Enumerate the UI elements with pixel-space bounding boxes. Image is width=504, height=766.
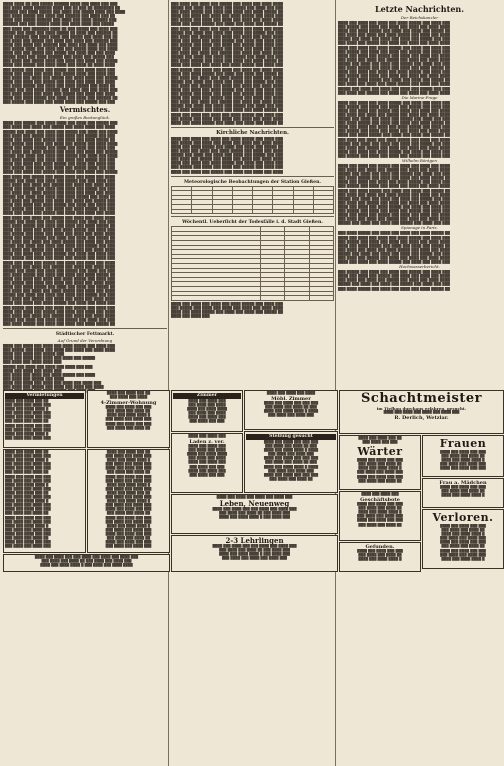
market-headline: Städtischer Fettmarkt. bbox=[55, 332, 115, 338]
ad-gefunden-title: Gefunden. bbox=[365, 544, 395, 550]
ad-wohnung-title: 4-Zimmer-Wohnung bbox=[100, 400, 157, 407]
left-subhead: Ein großes Bootunglück. bbox=[59, 115, 111, 121]
ad-frauen-text: ████ ███ ████ ███ ███ ███ ████ ███ ████ ██ ████ ███ ████ ████ █ ███ ████ ███ ████ ███ ████ ███ ████ ███ ███ bbox=[440, 450, 486, 471]
ad-lehrlinge-text: ████ ███ ████ ███ ███ ████ ███ ████ ███ ███ ████ ███ ████ ██ ███ ████ ███ ████ ███ ████ ████ █ ███ ████ ███ ███ ████ ███ ████ ███ ████ ███ bbox=[212, 544, 297, 561]
left-article-text: ████ ███ █████ ███ ████ ████ ███ ████ ███ █████ ███ ███ ████ ███ ████ ███ █████ ███ ████ ████ ███ ████ █████ ███ ████ ███ ████ ███ █████ ███ ████ ███ ████ ███ ████ ███ █████ ████ ███ ████ ███ █████ ███ ███ ████ ███ ████ ███ █████ ███ ████ ███ ████ █████ ██ ███ █████ ███ ████ ███ ████ ███ █████ ███ ████ ████ ████ ███ ████ █████ ███ ████ ███ ████ ███ ████ ███ ███ ████ ███ ████ █████ ███ ████ ███ ████ ███ █████ █████ ███ ████ ███ ████ ███ █████ ███ ████ ███ ████ ███ ████ █████ ███ ████ ███ ████ ███ █████ ███ ███ ████ ███ ████ ███ ████ █████ ███ ████ ███ ████ ███ ███ █████ ███ ████ ███ ████ ███ █████ ████ ███ ███ ████ ███ ████ ███ █████ ███ ████ ███ ████ ███ █████ ███ ████ ███ █████ ███ ████ ████ ███ ████ ███ ████ █████ ███ ████ ███ ████ ███ █████ ███ ███ ████ ███ ███ ████ ███ ████ ███ █████ ███ ████ ███ ████ ████ ████ ███ █████ ███ ████ ███ ████ ███ █████ ███ ███ ███ ████ ███ ████ █████ ███ ████ ███ ████ ███ ████ █████ ███ ████ ███ ████ ███ ████ █████ ███ ████ ██ ███ ████ ███ █████ ███ ████ ███ ████ ███ █████ ███ ████ ███ ████ ███ ████ █████ ███ ████ ███ ████ ███ ███ █████ ███ ████ ███ ████ ███ ████ █████ ███ ███ ████ ███ ████ ███ █████ ███ ████ ███ ████ ███ ████ ███ ████ ███ ████ ███ █████ ███ ████ ███ ████ ████ █████ ███ ████ ███ ████ ███ █████ ███ ████ ███ ███ ███ ████ █████ ███ ████ ███ ████ ███ ████ █████ ██ ████ ███ ████ ███ ████ ███ ████ █████ ███ ████ ███ ███ █████ ███ ████ ███ ████ ███ ████ ███ ████ ████ ████ ███ ████ █████ ███ ████ ███ ████ ███ █████ ██ ███ ████ ███ ████ ███ ████ █████ ███ ████ ███ ████ █████ ███ ████ ███ ████ ███ ████ ███ █████ ███ ███ ███ ████ ███ █████ ███ ████ ███ ████ ███ ████ ████ ████ ███ ████ ███ ████ █████ ███ ████ ███ ████ ███ ███ █████ ███ ████ ███ ████ ███ █████ ███ ████ ███ ████ ███ ████ ███ █████ ███ ████ ███ ████ ███ ████ ███ ████ ███ ████ ███ █████ ███ ████ ███ ████ ████ █████ ███ ████ ███ ████ ███ █████ ███ ████ ███ ███ ███ ████ █████ ███ ████ ███ ████ ███ ████ █████ ██ ████ ███ ████ ███ ████ ███ ████ █████ ███ ████ ███ ███ █████ ███ ████ ███ ████ ███ ████ ███ ████ ████ ████ ███ ████ █████ ███ ████ ███ ████ ███ █████ ██ ███ ████ ███ ████ ███ ████ █████ ███ ████ ███ ████ █████ ███ ████ ███ ████ ███ ████ ███ █████ ███ ███ ███ ████ ███ █████ ███ ████ ███ ████ ███ ████ ████ ████ ███ ████ ███ ████ █████ ███ ████ ███ ████ ███ ███ █████ ███ ████ ███ ████ ███ █████ ███ ████ ███ ████ ███ ████ ███ █████ ███ ████ ███ ████ ███ ████ ███ ████ ███ ████ ███ █████ ███ ████ ███ ████ ████ █████ ███ ████ ███ ████ ███ █████ ███ ████ ███ ███ ███ ████ █████ ███ ████ ███ ████ ███ ████ █████ ██ bbox=[3, 121, 118, 326]
ad-maedchen bbox=[422, 478, 504, 508]
market-subhead: Auf Grund der Verordnung bbox=[57, 338, 113, 344]
right-sub4: Spionage in Paris. bbox=[401, 225, 438, 231]
ad-waerter-title: Wärter bbox=[357, 445, 403, 459]
right-text-2: ████ ███ ████ ███ ████ █████ ███ ████ ███ ████ ███ ███ █████ ███ ████ ███ ████ ███ █████ ███ ████ ███ ████ ███ ████ ███ █████ ███ ████ ███ ████ ███ ████ ███ ████ ███ ████ ███ █████ ███ ████ ███ ████ ████ █████ ███ ████ ███ ████ ███ █████ ███ ████ ███ ███ ███ ████ █████ ███ ████ ███ ████ ███ ████ █████ ██ ████ ███ ████ ███ ████ ███ ████ █████ ███ ████ ███ ███ █████ ███ ████ ███ ████ ███ ████ ███ ████ ████ ████ ███ ████ █████ ███ ████ ███ ████ ███ █████ ██ ███ ████ ███ ████ ███ ████ █████ ███ ████ ███ ████ █████ ███ ████ ███ ████ ███ ████ ███ █████ ███ ███ ███ ████ ███ █████ ███ ████ ███ ████ ███ ████ ████ ████ ███ ████ ███ ████ █████ ███ ████ ███ ████ ███ ███ █████ ███ ████ ███ ████ ███ █████ ███ ████ ███ bbox=[338, 100, 450, 158]
ad-small-bottom-text: ████ ███ ████ ███ ███ ████ ███ ████ ███ ████ ███ ███ ████ ███ ████ ██ ███ ████ ███ ████ ███ ████ ███ ████ ████ █ ███ ████ ███ ████ ████ bbox=[34, 555, 139, 568]
ad-schacht bbox=[339, 390, 504, 434]
column-middle-text: ███ ████ ███ ████ ███ █████ ███ ████ ███ ████ ████ █████ ███ ████ ███ ████ ███ █████ ███ ████ ███ ███ ███ ████ █████ ███ ████ ███ ████ ███ ████ █████ ██ ████ ███ ████ ███ ████ ███ ████ █████ ███ ████ ███ ███ █████ ███ ████ ███ ████ ███ ████ ███ ████ ████ ████ ███ ████ █████ ███ ████ ███ ████ ███ █████ ██ ███ ████ ███ ████ ███ ████ █████ ███ ████ ███ ████ █████ ███ ████ ███ ████ ███ ████ ███ █████ ███ ███ ███ ████ ███ █████ ███ ████ ███ ████ ███ ████ ████ ████ ███ ████ ███ ████ █████ ███ ████ ███ ████ ███ ███ █████ ███ ████ ███ ████ ███ █████ ███ ████ ███ ████ ███ ████ ███ █████ ███ ████ ███ ████ ███ ████ ███ ████ ███ ████ ███ █████ ███ ████ ███ ████ ████ █████ ███ ████ ███ ████ ███ █████ ███ ████ ███ ███ ███ ████ █████ ███ ████ ███ ████ ███ ████ █████ ██ ████ ███ ████ ███ ████ ███ ████ █████ ███ ████ ███ ███ █████ ███ ████ ███ ████ ███ ████ ███ ████ ████ ████ ███ ████ █████ ███ ████ ███ ████ ███ █████ ██ ███ ████ ███ ████ ███ ████ █████ ███ ████ ███ ████ █████ ███ ████ ███ ████ ███ ████ ███ █████ ███ ███ ███ ████ ███ █████ ███ ████ ███ ████ ███ ████ ████ ████ ███ ████ ███ ████ █████ ███ ████ ███ ████ ███ ███ █████ ███ ████ ███ ████ ███ █████ ███ ████ ███ ████ ███ ████ ███ █████ ███ ████ ███ ████ ███ ████ ███ ████ ███ ████ ███ █████ ███ ████ ███ ████ ████ █████ ███ ████ ███ ████ ███ █████ ███ ████ ███ ███ ███ ████ █████ ███ ████ ███ ████ ███ ████ █████ ██ ████ ███ ████ ███ ████ ███ ████ █████ ███ ████ ███ ███ █████ ███ ████ ███ ████ ███ ████ ███ ████ ████ ████ ███ ████ █████ ███ ████ ███ ████ ███ █████ ██ bbox=[171, 2, 283, 125]
ad-leben-title: Leben, Neuenweg bbox=[219, 499, 290, 509]
right-sub3: Wilhelm Röntgen bbox=[402, 158, 437, 163]
ad-lehrlinge bbox=[171, 535, 338, 572]
ad-zimmer-text: ████ ███ ████ ███ ███ ████ ███ ████ ████ ███ ████ ████ ███ ████ ███ ████ ████ ███ ████ ███ ███ ████ ███ ███ bbox=[187, 399, 227, 424]
ad-listing-left bbox=[3, 449, 86, 553]
ad-waerter bbox=[339, 435, 421, 490]
ad-lehrlinge-title: 2-3 Lehrlingen bbox=[225, 536, 284, 545]
ad-zimmer bbox=[171, 390, 243, 432]
middle-church-text: ████ ███ ████ ███ ████ ███ ████ █████ ███ ████ ███ ███ █████ ███ ████ ███ ████ ███ ████ ███ ████ ████ ████ ███ ████ █████ ███ ████ ███ ████ ███ █████ ██ ███ ████ ███ ████ ███ ████ █████ ███ ████ ███ ████ █████ ███ ████ ███ ████ ███ ████ ███ █████ ███ ███ ███ ████ ███ █████ ███ ████ ███ ████ ███ ████ ████ ████ ███ ████ ███ ████ █████ ███ ████ ███ ████ ███ ███ █████ ███ ████ ███ ████ ███ █████ ███ ████ ███ ████ ███ ████ ███ █████ ███ ████ ███ ████ ███ ████ bbox=[171, 136, 283, 174]
left-divider bbox=[3, 328, 167, 329]
ad-verloren bbox=[422, 509, 504, 569]
ad-frauen-title: Frauen bbox=[439, 437, 487, 450]
ad-listing-mid bbox=[87, 449, 170, 553]
weather-table bbox=[171, 186, 334, 215]
ad-stellung-text: ████ ███ ████ ███ ███ ███ ███ ████ ███ ████ ██ ███ ████ ███ ████ ████ █ ████ ███ ████ ███ ████ ███ ████ ███ ████ ███ ███ ███ ███ ████ ███ ████ ██ ███ ████ ███ ████ ████ █ ████ ███ ████ ███ ████ ███ ████ ███ ████ ███ ███ ███ ███ ████ ███ ████ ██ bbox=[263, 440, 319, 481]
ad-frauen bbox=[422, 435, 504, 477]
ad-geschaeftsbote-title: Geschäftsbote bbox=[360, 497, 400, 504]
middle-divider-3 bbox=[171, 216, 334, 217]
ad-geschaeftsbote-intro: ████ ███ ████ ███ bbox=[361, 492, 399, 496]
ad-schacht-firm: R. Derlich, Wetzlar. bbox=[394, 415, 449, 422]
ad-vermietung-title: Vermietungen bbox=[5, 393, 84, 399]
ad-vermietung bbox=[3, 390, 86, 448]
left-headline: Vermischtes. bbox=[59, 105, 111, 115]
ad-listing-mid-text: ████ ███ ████ ███ ██ ███ ████ ███ ████ ███ ████ ███ ████ ████ █ ███ ████ ███ ████ ███ ████ ███ ████ ███ ███ ███ ████ ███ ████ ██ ████ ███ ████ ███ ███ ███ ████ ███ ████ ███ ████ ███ ████ ████ █ ███ ████ ███ ████ ███ ████ ███ ████ ███ ██ ███ ████ ███ ████ ███ ████ ███ ████ ████ █ ███ ████ ███ ████ ███ ████ ███ ████ ███ ███ ███ ████ ███ ████ ██ ████ ███ ████ ███ ███ ███ ████ ███ ████ ███ ████ ███ ████ ████ █ ███ ████ ███ ████ ███ ████ ███ ████ ███ ███ ███ ████ ███ ████ ██ ████ ███ ████ ███ ███ ███ ████ ███ ████ ███ bbox=[105, 450, 152, 549]
weather-title: Meteorologische Beobachtungen der Station Gießen. bbox=[183, 179, 322, 185]
ad-maedchen-text: ████ ███ ████ ███ ███ ███ ████ ███ ████ ██ ████ ███ ████ ████ █ bbox=[440, 485, 486, 498]
right-headline: Letzte Nachrichten. bbox=[374, 4, 465, 14]
column-left-text: ████ ████ ██ ███ █████ ██████ ████ ███ ████ ███ ███ ███ ████ ████ ███████ ████ ███ ██ ███ ██ ████████ ██ ██████ ███ ████ █████ ███ ████ ███ █████ ████ ███ ████ ███ ████ █████ ███ ████ ███ ██████ ███ ████ ███ ██ ████ ███ █████ ██████ ███ ████ ███ ████ ██████ ███ ██████ ███ ███ █████ ████ ███ ████ ████ ███ █████ ███ ████ ███ ███████ ████ ██ ███ █████ ███ ████ ███ █████ ███ ████ ███ ████ █████ ██ ████ ███ ██████ ██ ████ ██████ ███ ████ ████ ███ █████ ███ ████ ███ ██ ███ ████ ███ █████ ███ ████ ███ ████ ███ ██████ ███ ████ ███ ████ ███ ██████ ███ ████ ███ ████ ███ ████ ███ █████ ████ ███ ████ ███ ███ █████ ████ ███ ████ ████ ███ ███ █████ ███ █████ ███ ████ ███ ███ ████ █████ ████ ███ ████ ██████ ███ ████ ███ █████ ███ ███ ████ ███ █████ ████ ███ ████ ███ ████ ███ █████ ████ ███ █████ ███ ████ ████ ███ ████ ██ ████ ████ ███ █████ ███ ████ ███ █████ ███ ███ ████ ████ ███ ████ ███ ████ ███ ████ ███ █████ ████ ███ ████ ███ ███ ████ ███ ████ ███ █████ ███ ████ ████ ███ █████ ████ ███ ████ ███ █████ ███ ████ ███ ████ ███ ████ ███ ████ █████ ███ ████ ███ ████ █████ ███ ████ ██ █████ ███ ███ ████ ██████ ███ ████ ███ ███ ████ ███ ███ ████ ████ ███ ████ ███ █████ ███ ████ ███ ████ ████ ███ ████ █████ ███ ████ ███ ████ ███ ██████ ██ ███ █████ ███ ████ ███ ████ ████ ███ █████ ███ ███ bbox=[3, 2, 126, 105]
death-stats-title: Wöchentl. Ueberſicht der Todesfälle i. d. Stadt Gießen. bbox=[182, 220, 323, 226]
ad-spacer bbox=[422, 570, 504, 572]
right-text-1: ████ ███ ████ ███ ████ ███ ████ █████ ███ ████ ███ ███ █████ ███ ████ ███ ████ ███ ████ ███ ████ ████ ████ ███ ████ █████ ███ ████ ███ ████ ███ █████ ██ ███ ████ ███ ████ ███ ████ █████ ███ ████ ███ ████ █████ ███ ████ ███ ████ ███ ████ ███ █████ ███ ███ ███ ████ ███ █████ ███ ████ ███ ████ ███ ████ ████ ████ ███ ████ ███ ████ █████ ███ ████ ███ ████ ███ ███ █████ ███ ████ ███ ████ ███ █████ ███ ████ ███ ████ ███ ████ ███ █████ ███ ████ ███ ████ ███ ████ ███ ████ ███ ████ ███ █████ ███ ████ ███ ████ ████ █████ ███ ████ ███ ████ ███ █████ ███ ████ ███ ███ ███ ████ █████ ███ ████ ███ ████ ███ ████ █████ ██ ████ ███ ████ ███ ████ ███ ████ █████ ███ ████ ███ ███ █████ ███ ████ ███ ████ ███ ████ ███ ████ ████ ████ ███ ████ █████ ███ ████ ███ ████ ███ █████ ██ ███ ████ ███ ████ ███ ████ █████ ███ ████ ███ ████ █████ ███ ████ ███ ████ ███ ████ ███ █████ ███ ███ ███ ████ ███ █████ ███ ████ ███ ████ ███ ████ ████ bbox=[338, 21, 450, 95]
right-sub2: Die Marine-Frage bbox=[401, 94, 438, 100]
middle-divider-2 bbox=[171, 176, 334, 177]
market-text: ████ ███ ████ ███ ████ ███ ████ █████ ███ ████ ███ ███ █████ ███ ████ ███ ████ ███ ████ ███ ████ ████ ████ ███ ████ ███ █████ ███ ████ ███ ████ ███ ████ ███ ████ ███ █████ ███ ████ ███ ████ ████ ███ █████ ███ ████ ███ ████ ███ ████ ███ ███ ████ ███ ████ ███ ████ ███ ███ ████ ███ ████ ███ ████ █████ ███ ████ ███ ████ ███ █████ ███ ████ ████ ███ ████ ███ ████ ███ ████ ███ ████ ███ ███ ████ ███ █████ ███ ████ ███ ████ ███ ████ bbox=[3, 344, 115, 389]
ad-schacht-title: Schachtmeister bbox=[361, 391, 482, 406]
ad-geschaeftsbote-text: ████ ███ ████ ███ ███ ███ ████ ███ ████ ██ ████ ███ ████ ████ █ ███ ████ ███ ████ ███ ████ ███ ████ ███ ███ ███ ████ ███ ████ ██ bbox=[357, 502, 403, 527]
ad-waerter-intro: ████ ███ ████ ███ ██ ███ ████ ███ ███ bbox=[358, 436, 402, 445]
ad-gefunden-text: ████ ███ ████ ███ ███ ███ ████ ███ ████ ██ ████ ███ ████ ████ █ bbox=[357, 549, 403, 562]
ad-leben-text: ████ ███ ████ ███ ███ ████ ███ ████ ███ ███ ████ ███ ████ ██ ███ ████ ███ ████ ███ ████ ████ █ ███ ████ ███ bbox=[212, 507, 297, 520]
ad-stellung-title: Stellung gesucht bbox=[246, 434, 336, 440]
ad-leben-intro: ████ ███ ████ ███ ████ ███ ████ ███ bbox=[216, 495, 293, 499]
ad-moebl-intro: ████ ███ ████ ███ ████ bbox=[266, 391, 316, 395]
column-left bbox=[3, 2, 167, 387]
ad-laden-text: ████ ███ ████ ███ ███ ████ ███ ████ ████ ███ ████ ████ ███ ████ ███ ████ ████ ███ ████ ███ ███ ████ ███ ███ ████ ███ ████ ███ ███ ████ ███ ███ bbox=[187, 444, 227, 477]
ad-verloren-text: ████ ███ ████ ███ ███ ███ ████ ███ ████ ██ ████ ███ ████ ████ █ ███ ████ ███ ████ ███ ████ ███ ████ ███ ███ ███ ████ ███ ████ ██ ████ ███ ████ ███ ███ ███ ████ ███ ████ ███ ████ ███ ████ ████ █ bbox=[440, 524, 486, 561]
ad-verloren-title: Verloren. bbox=[432, 511, 494, 524]
ad-leben bbox=[171, 494, 338, 534]
ad-stellung bbox=[244, 431, 338, 493]
right-text-5: ███ █████ ███ ████ ███ ████ ███ █████ ███ ████ ███ ████ ███ ████ ███ █████ ███ ████ ███ ████ ███ ████ ███ ████ ███ ████ ███ █████ ███ ████ ███ ████ ████ █████ ███ ████ ███ ████ ███ █████ ███ ████ ███ ███ ███ ████ █████ ███ ████ ███ ████ ███ ████ █████ ██ bbox=[338, 270, 450, 291]
advertisements bbox=[3, 390, 501, 764]
ad-laden bbox=[171, 433, 243, 493]
ad-moebl bbox=[244, 390, 338, 430]
ad-wohnung bbox=[87, 390, 170, 448]
ad-vermietung-text: ████ ███ ████ ███ ██ ███ ████ ███ ████ ███ ████ ███ ████ ████ █ ███ ████ ███ ████ ███ ████ ███ ████ ███ ███ ███ ████ ███ ████ ██ ████ ███ ████ ███ ███ ███ ████ ███ ████ ███ ████ ███ ████ ████ █ ███ ████ ███ ████ ███ bbox=[5, 399, 51, 440]
death-stats-table bbox=[171, 226, 334, 301]
ad-moebl-text: ████ ███ ████ ███ ███ ███ ███ ████ ███ ████ ██ ███ ████ ███ ████ ████ █ ████ ███ ████ ███ ████ ███ bbox=[263, 401, 319, 418]
ad-listing-left-text: ████ ███ ████ ███ ██ ███ ████ ███ ████ ███ ████ ███ ████ ████ █ ███ ████ ███ ████ ███ ████ ███ ████ ███ ███ ███ ████ ███ ████ ██ ████ ███ ████ ███ ███ ███ ████ ███ ████ ███ ████ ███ ████ ████ █ ███ ████ ███ ████ ███ ████ ███ ████ ███ ██ ███ ████ ███ ████ ███ ████ ███ ████ ████ █ ███ ████ ███ ████ ███ ████ ███ ████ ███ ███ ███ ████ ███ ████ ██ ████ ███ ████ ███ ███ ███ ████ ███ ████ ███ ████ ███ ████ ████ █ ███ ████ ███ ████ ███ ████ ███ ████ ███ ███ ███ ████ ███ ████ ██ ████ ███ ████ ███ ███ ███ ████ ███ ████ ███ bbox=[5, 450, 51, 549]
middle-divider-1 bbox=[171, 127, 334, 128]
ad-waerter-text: ████ ███ ████ ███ ███ ███ ████ ███ ████ ██ ████ ███ ████ ████ █ ███ ████ ███ ████ ███ ████ ███ ████ ███ ███ ███ ████ ███ ████ ██ bbox=[357, 458, 403, 483]
ad-zimmer-title: Zimmer bbox=[173, 393, 241, 399]
right-sub1: Der Reichskanzler bbox=[400, 15, 439, 20]
ad-maedchen-title: Frau a. Mädchen bbox=[439, 480, 487, 486]
ad-moebl-title: Möbl. Zimmer bbox=[271, 396, 311, 403]
ad-schacht-text: ████ ███ ████ ███ ████ ███ ████ ███ bbox=[383, 410, 460, 414]
ad-geschaeftsbote bbox=[339, 491, 421, 541]
right-text-4: ███ ████ █████ ███ ████ ███ ████ ███ ████ █████ ██ ████ ███ ████ ███ ████ ███ ████ █████ ███ ████ ███ ███ █████ ███ ████ ███ ████ ███ ████ ███ ████ ████ ████ ███ ████ █████ ███ ████ ███ ████ ███ █████ ██ ███ ████ ███ ████ ███ ████ █████ ███ ████ ███ ████ █████ ███ ████ ███ ████ ███ ████ ███ █████ ███ ███ ███ ████ ███ █████ ███ ████ ███ ████ ███ ████ ████ ████ ███ ████ ███ ████ █████ ███ ████ ███ ████ ███ bbox=[338, 231, 450, 265]
ad-laden-title: Laden z. ver. bbox=[189, 439, 225, 446]
ad-laden-intro: ████ ███ ████ ███ bbox=[188, 434, 226, 438]
ad-schacht-sub: im Tiefbau durchaus erfahren, gesucht. bbox=[376, 406, 467, 411]
ad-small-bottom bbox=[3, 554, 170, 572]
right-sub5: Hochwasserbericht. bbox=[399, 264, 440, 270]
ad-wohnung-text: ████ ███ ████ ███ ███ ███ ████ ███ ████ ██ ████ ███ ████ ████ █ ███ ████ ███ ████ ███ ████ ███ ████ ███ ███ ███ ████ ███ ████ ██ bbox=[105, 405, 152, 430]
column-middle bbox=[171, 2, 334, 387]
column-right bbox=[338, 2, 501, 387]
ad-gefunden bbox=[339, 542, 421, 572]
ad-wohnung-intro: ████ ███ ████ ███ ██ ███ ████ ███ ████ bbox=[106, 391, 151, 400]
right-text-3: ████ ███ ████ ███ █████ ███ ████ ███ ████ ███ ████ ███ ████ ███ ████ ███ █████ ███ ████ ███ ████ ████ █████ ███ ████ ███ ████ ███ █████ ███ ████ ███ ███ ███ ████ █████ ███ ████ ███ ████ ███ ████ █████ ██ ████ ███ ████ ███ ████ ███ ████ █████ ███ ████ ███ ███ █████ ███ ████ ███ ████ ███ ████ ███ ████ ████ ████ ███ ████ █████ ███ ████ ███ ████ ███ █████ ██ ███ ████ ███ ████ ███ ████ █████ ███ ████ ███ ████ █████ ███ ████ ███ ████ ███ ████ ███ █████ ███ ███ ███ ████ ███ █████ ███ ████ ███ ████ ███ ████ ████ ████ ███ ████ ███ ████ █████ ███ ████ ███ ████ ███ ███ █████ ███ ████ ███ ████ ███ █████ ███ ████ ███ ████ ███ ████ ███ █████ ███ ████ ███ ████ ███ ████ ███ ████ ███ ████ ███ █████ ███ ████ ███ ████ ████ █████ ███ ████ ███ ████ ███ █████ ███ ████ ███ ███ bbox=[338, 164, 450, 226]
middle-footer-text: ████ ███ ████ ███ ████ ███ ████ █████ ███ ████ ███ ███ █████ ███ ████ ███ ████ ███ ████ ███ ████ ████ ████ ███ ████ █████ ███ ████ ███ ████ ███ █████ ██ ████ ███ ████ ███ bbox=[171, 301, 283, 318]
middle-headline: Kirchliche Nachrichten. bbox=[216, 129, 289, 136]
